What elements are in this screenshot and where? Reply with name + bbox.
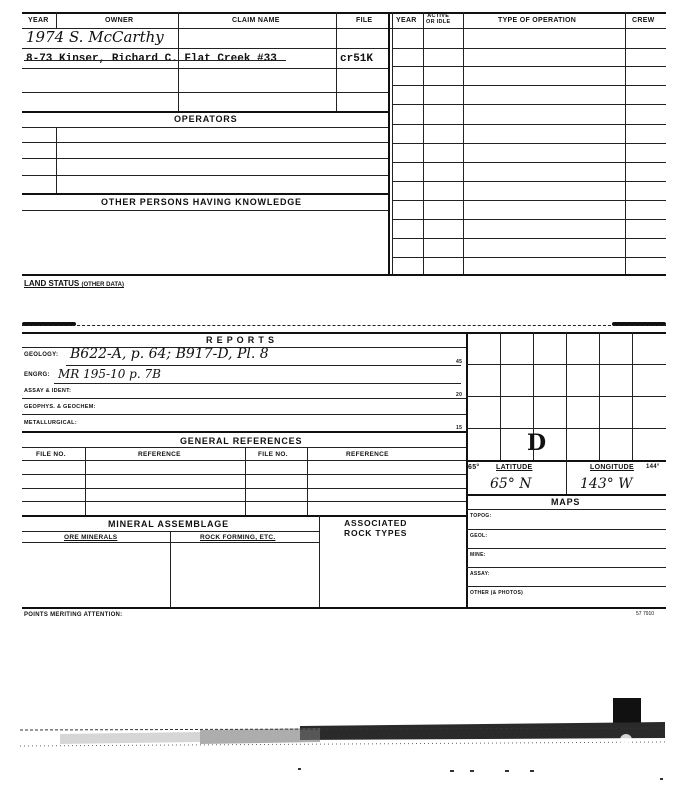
right-row-rule (392, 181, 666, 182)
maps-rule (466, 509, 666, 510)
grid-row (466, 428, 666, 429)
right-row-rule (392, 124, 666, 125)
row-rule (22, 92, 388, 93)
associated-rock-types-heading: ASSOCIATED ROCK TYPES (344, 518, 408, 538)
row-rule (22, 111, 388, 113)
latitude-value: 65° N (490, 476, 532, 492)
reports-heading: R E P O R T S (206, 335, 275, 345)
header-file: FILE (356, 17, 373, 24)
engrg-value: MR 195-10 p. 7B (58, 367, 161, 381)
strike-through (24, 60, 286, 61)
margin-20: 20 (456, 392, 463, 398)
row-rule (22, 158, 388, 159)
gen-ref-row (22, 488, 466, 489)
maps-row (466, 548, 666, 549)
rock-forming-label: ROCK FORMING, ETC. (200, 534, 276, 541)
right-row-rule (392, 162, 666, 163)
margin-15: 15 (456, 425, 463, 431)
operators-heading: OPERATORS (174, 114, 238, 124)
land-status-label: LAND STATUS (24, 279, 80, 288)
maps-row (466, 529, 666, 530)
right-row-rule (392, 143, 666, 144)
ore-rock-divider (170, 531, 171, 607)
reports-top-border (22, 332, 666, 334)
mineral-assemblage-heading: MINERAL ASSEMBLAGE (108, 519, 229, 529)
geophys-line (22, 414, 466, 415)
lat-long-divider (566, 460, 567, 494)
gen-ref-bottom (22, 515, 466, 517)
row-rule (22, 68, 388, 69)
owner-entry-handwritten: 1974 S. McCarthy (26, 28, 164, 46)
maps-topog: TOPOG: (470, 513, 492, 519)
other-persons-rule (22, 210, 388, 211)
margin-45: 45 (456, 359, 463, 365)
scan-noise-band (20, 690, 670, 790)
top-section-bottom (22, 274, 666, 276)
header-divider (56, 12, 57, 28)
right-row-rule (392, 66, 666, 67)
general-references-heading: GENERAL REFERENCES (180, 436, 303, 446)
dashed-rule (22, 325, 666, 326)
header-crew: CREW (632, 17, 655, 24)
right-row-rule (392, 200, 666, 201)
gen-ref-col (245, 447, 246, 515)
right-row-rule (392, 104, 666, 105)
engrg-label: ENGRG: (24, 372, 50, 378)
row-rule (22, 142, 388, 143)
claim-file-divider (336, 12, 337, 112)
longitude-value: 143° W (580, 476, 633, 492)
maps-other: OTHER (& PHOTOS) (470, 590, 524, 596)
metallurgical-label: METALLURGICAL: (24, 420, 77, 426)
gen-ref-header-rule (22, 460, 466, 461)
gen-ref-row (22, 501, 466, 502)
points-meriting-attention: POINTS MERITING ATTENTION: (24, 612, 123, 618)
land-status-heading (24, 279, 124, 288)
right-row-rule (392, 219, 666, 220)
gen-ref-col (85, 447, 86, 515)
operators-rule (22, 127, 388, 128)
header-year-2: YEAR (396, 17, 417, 24)
row-rule (22, 48, 388, 49)
header-year: YEAR (28, 17, 49, 24)
operators-divider (56, 127, 57, 193)
right-row-rule (392, 48, 666, 49)
long-suffix: 144° (646, 464, 660, 470)
latitude-label: LATITUDE (496, 464, 533, 471)
longitude-label: LONGITUDE (590, 464, 634, 471)
geophys-label: GEOPHYS. & GEOCHEM: (24, 404, 96, 410)
grid-mark: D (527, 430, 547, 456)
geology-value: B622-A, p. 64; B917-D, Pl. 8 (70, 346, 269, 362)
gen-ref-file-no-2: FILE NO. (258, 451, 288, 458)
ore-minerals-label: ORE MINERALS (64, 534, 118, 541)
geology-line (66, 365, 461, 366)
row-rule (22, 193, 388, 195)
file-entry-typed: cr51K (340, 53, 374, 65)
gen-ref-col (307, 447, 308, 515)
right-row-rule (392, 85, 666, 86)
header-active-idle: ACTIVE OR IDLE (426, 13, 451, 25)
maps-row (466, 586, 666, 587)
reports-bottom-border (22, 607, 666, 609)
header-type-of-operation: TYPE OF OPERATION (498, 17, 577, 24)
gen-ref-reference-1: REFERENCE (138, 451, 181, 458)
center-divider (388, 12, 390, 274)
assay-line (22, 398, 466, 399)
lat-prefix: 65° (468, 464, 480, 471)
maps-heading: MAPS (551, 497, 581, 507)
engrg-line (54, 383, 461, 384)
gen-ref-file-no-1: FILE NO. (36, 451, 66, 458)
right-row-rule (392, 257, 666, 258)
grid-row (466, 396, 666, 397)
maps-row (466, 567, 666, 568)
gen-ref-rule (22, 447, 466, 448)
other-persons-heading: OTHER PERSONS HAVING KNOWLEDGE (101, 197, 302, 207)
grid-row (466, 364, 666, 365)
header-claim-name: CLAIM NAME (232, 17, 280, 24)
lat-long-bottom (466, 494, 666, 496)
maps-geol: GEOL: (470, 533, 488, 539)
row-rule (22, 175, 388, 176)
maps-mine: MINE: (470, 552, 486, 558)
maps-assay: ASSAY: (470, 571, 490, 577)
assay-label: ASSAY & IDENT: (24, 388, 72, 394)
land-status-sub: (OTHER DATA) (81, 282, 124, 288)
top-border (22, 12, 666, 14)
right-row-rule (392, 238, 666, 239)
form-number: 57 7910 (636, 611, 655, 617)
header-owner: OWNER (105, 17, 134, 24)
owner-entry-typed: 8-73 Kinser, Richard C. Flat Creek #33 (26, 53, 277, 65)
geology-label: GEOLOGY: (24, 352, 59, 358)
gen-ref-row (22, 474, 466, 475)
assemblage-rock-divider (319, 515, 320, 607)
gen-ref-reference-2: REFERENCE (346, 451, 389, 458)
metallurgical-line (22, 431, 466, 433)
